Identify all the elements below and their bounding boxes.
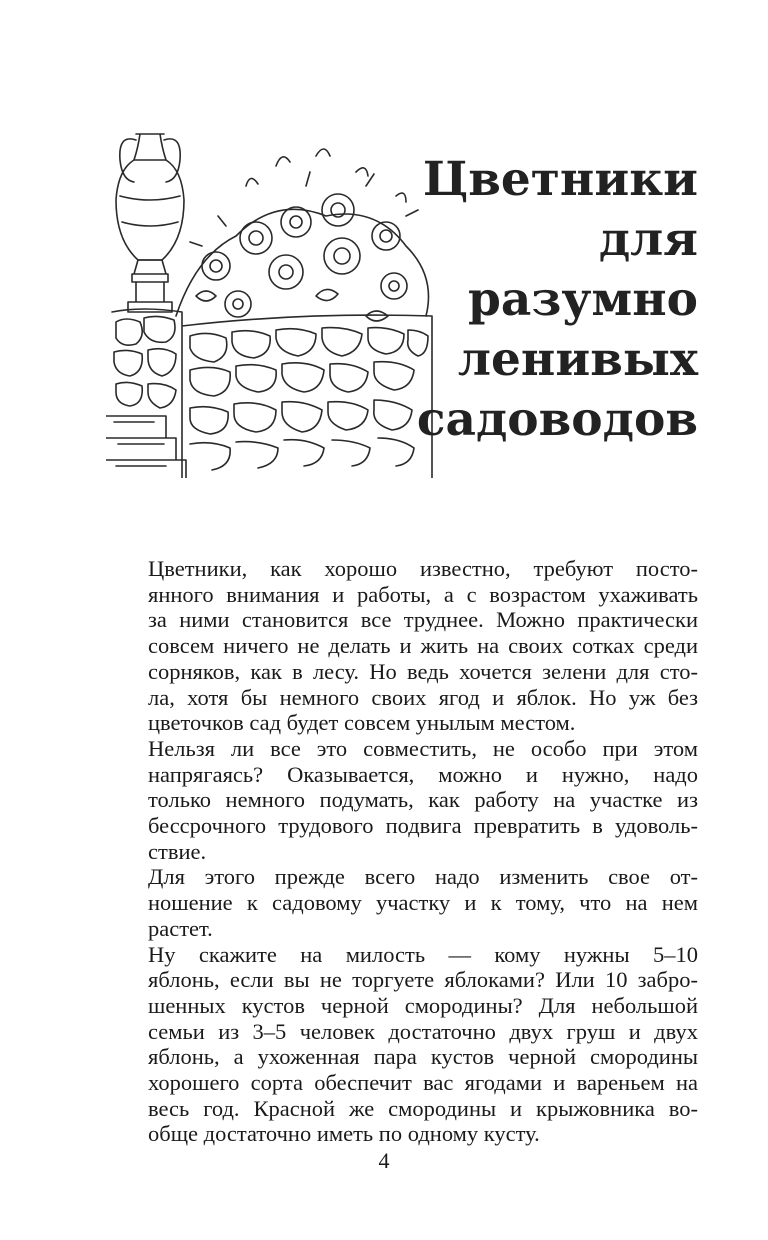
- text-line: семьи из 3–5 человек достаточно двух груш и двух: [148, 1018, 698, 1044]
- text-line: Нельзя ли все это совместить, не особо при этом: [148, 735, 698, 761]
- text-line: янного внимания и работы, а с возрастом ухаживать: [148, 581, 698, 607]
- text-line: за ними становится все труднее. Можно практически: [148, 607, 698, 633]
- text-line: яблонь, если вы не торгуете яблоками? Или 10 забро-: [148, 967, 698, 993]
- text-line: Для этого прежде всего надо изменить свое от-: [148, 864, 698, 890]
- text-line: напрягаясь? Оказывается, можно и нужно, надо: [148, 761, 698, 787]
- text-line: шенных кустов черной смородины? Для небольшой: [148, 992, 698, 1018]
- text-line: ствие.: [148, 838, 207, 864]
- garden-illustration: [106, 126, 444, 478]
- page-number: 4: [378, 1148, 390, 1173]
- text-line: сорняков, как в лесу. Но ведь хочется зелени для сто-: [148, 658, 698, 684]
- paragraph-4: [120, 942, 698, 1148]
- chapter-title-line: разумно: [468, 272, 698, 327]
- chapter-title-line: для: [598, 212, 698, 267]
- text-line: Цветники, как хорошо известно, требуют посто-: [148, 556, 698, 581]
- text-line: Ну скажите на милость — кому нужны 5–10: [148, 941, 698, 967]
- chapter-title: [398, 150, 698, 450]
- paragraph-2: [120, 736, 698, 865]
- chapter-title-line: ленивых: [457, 332, 698, 387]
- text-line: ношение к садовому участку и к тому, что на нем: [148, 890, 698, 916]
- text-line: обще достаточно иметь по одному кусту.: [148, 1121, 540, 1147]
- paragraph-3: [120, 864, 698, 941]
- body-text: [120, 556, 698, 1147]
- stone-steps: [106, 416, 186, 478]
- amphora-vase: [116, 134, 184, 312]
- paragraph-1: [120, 556, 698, 736]
- text-line: ла, хотя бы немного своих ягод и яблок. Но уж без: [148, 684, 698, 710]
- text-line: совсем ничего не делать и жить на своих сотках среди: [148, 633, 698, 659]
- text-line: хорошего сорта обеспечит вас ягодами и вареньем на: [148, 1070, 698, 1096]
- chapter-title-line: садоводов: [416, 392, 698, 447]
- text-line: весь год. Красной же смородины и крыжовника во-: [148, 1095, 698, 1121]
- text-line: цветочков сад будет совсем унылым местом.: [148, 710, 576, 736]
- stone-wall: [112, 309, 432, 478]
- flowering-shrub: [176, 149, 429, 321]
- garden-illustration-icon: [106, 126, 444, 478]
- text-line: только немного подумать, как работу на участке из: [148, 787, 698, 813]
- text-line: бессрочного трудового подвига превратить в удоволь-: [148, 813, 698, 839]
- text-line: растет.: [148, 915, 213, 941]
- chapter-title-line: Цветники: [422, 152, 698, 207]
- text-line: яблонь, а ухоженная пара кустов черной смородины: [148, 1044, 698, 1070]
